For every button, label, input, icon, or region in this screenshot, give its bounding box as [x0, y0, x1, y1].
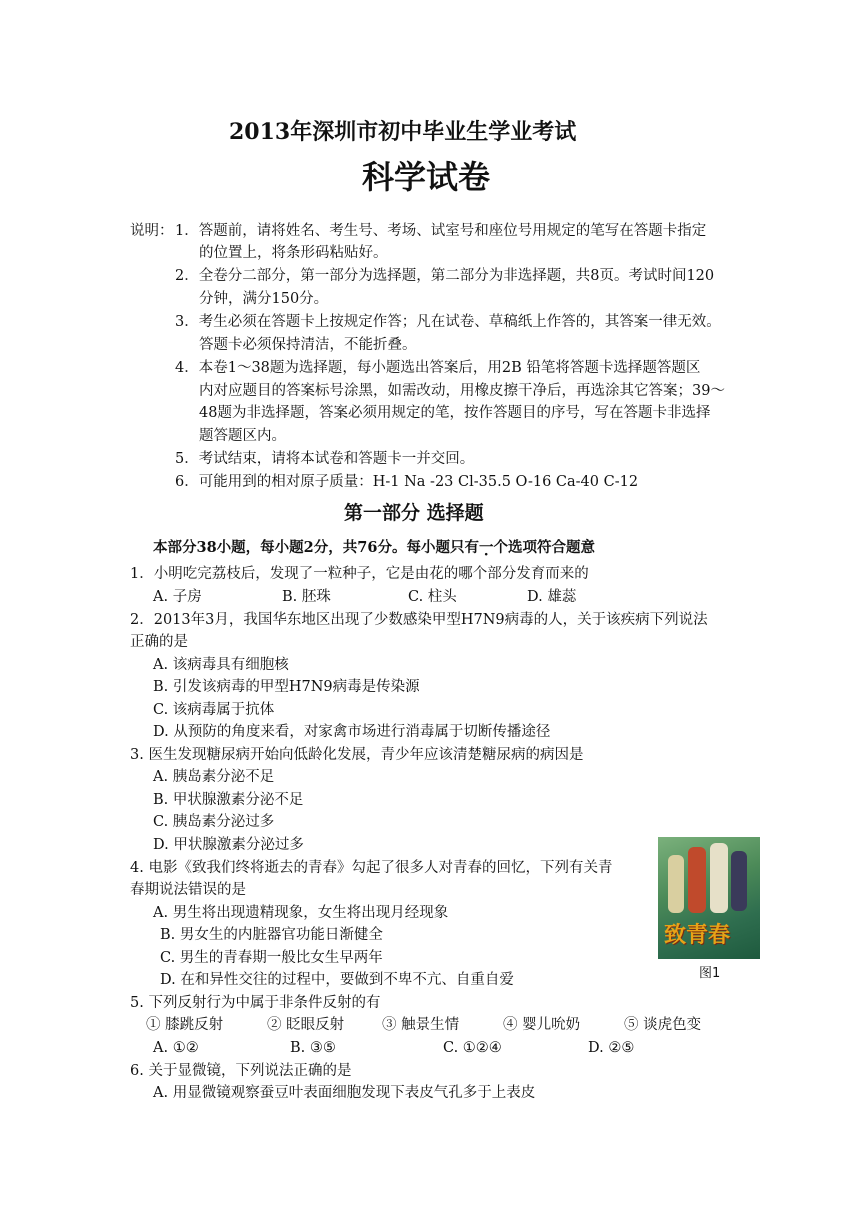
question-stem: 6. 关于显微镜，下列说法正确的是 [130, 1063, 352, 1079]
section-title: 第一部分 选择题 [344, 502, 484, 524]
poster-figure [731, 851, 747, 911]
option-a: A. ①② [153, 1040, 199, 1056]
option-c: C. 该病毒属于抗体 [153, 702, 275, 718]
poster-figure [710, 843, 728, 913]
instruction-line: 内对应题目的答案标号涂黑，如需改动，用橡皮擦干净后，再选涂其它答案；39～ [199, 383, 725, 399]
instructions-label: 说明： [130, 223, 174, 239]
movie-poster-image [658, 837, 760, 959]
option-b: B. 甲状腺激素分泌不足 [153, 792, 304, 808]
option-b: B. 胚珠 [282, 589, 331, 605]
question-stem: 正确的是 [130, 634, 188, 650]
reflex-item: ④ 婴儿吮奶 [503, 1017, 581, 1033]
instruction-line: 题答题区内。 [199, 428, 286, 444]
emphasis-dot-char: 一 [478, 539, 494, 556]
reflex-item: ② 眨眼反射 [267, 1017, 345, 1033]
option-c: C. 胰岛素分泌过多 [153, 814, 275, 830]
question-stem: 5. 下列反射行为中属于非条件反射的有 [130, 995, 381, 1011]
option-d: D. 甲状腺激素分泌过多 [153, 837, 304, 853]
question-stem: 4. 电影《致我们终将逝去的青春》勾起了很多人对青春的回忆，下列有关青 [130, 860, 613, 876]
section-note-text: 本部分38小题，每小题2分，共76分。每小题只有 [153, 539, 479, 556]
option-a: A. 用显微镜观察蚕豆叶表面细胞发现下表皮气孔多于上表皮 [153, 1085, 536, 1101]
option-a: A. 男生将出现遗精现象，女生将出现月经现象 [153, 905, 449, 921]
option-d: D. 雄蕊 [527, 589, 577, 605]
option-c: C. ①②④ [443, 1040, 502, 1056]
option-c: C. 柱头 [408, 589, 457, 605]
option-a: A. 该病毒具有细胞核 [153, 657, 289, 673]
exam-subject-title: 科学试卷 [362, 158, 491, 196]
question-stem: 2．2013年3月，我国华东地区出现了少数感染甲型H7N9病毒的人，关于该疾病下列说法 [130, 612, 708, 628]
option-c: C. 男生的青春期一般比女生早两年 [160, 950, 383, 966]
option-a: A. 子房 [153, 589, 202, 605]
option-b: B. ③⑤ [290, 1040, 336, 1056]
option-a: A. 胰岛素分泌不足 [153, 769, 275, 785]
instruction-line: 1．答题前，请将姓名、考生号、考场、试室号和座位号用规定的笔写在答题卡指定 [175, 223, 707, 239]
instruction-line: 3．考生必须在答题卡上按规定作答；凡在试卷、草稿纸上作答的，其答案一律无效。 [175, 314, 721, 330]
question-stem: 1．小明吃完荔枝后，发现了一粒种子，它是由花的哪个部分发育而来的 [130, 566, 589, 582]
instruction-line: 6．可能用到的相对原子质量：H-1 Na -23 Cl-35.5 O-16 Ca-40 C-12 [175, 474, 639, 490]
instruction-line: 2．全卷分二部分，第一部分为选择题，第二部分为非选择题，共8页。考试时间120 [175, 268, 715, 284]
option-d: D. 在和异性交往的过程中，要做到不卑不亢、自重自爱 [160, 972, 514, 988]
figure-caption: 图1 [699, 966, 721, 981]
reflex-item: ③ 触景生情 [382, 1017, 460, 1033]
poster-figure [688, 847, 706, 913]
question-stem: 3. 医生发现糖尿病开始向低龄化发展，青少年应该清楚糖尿病的病因是 [130, 747, 584, 763]
option-d: D. ②⑤ [588, 1040, 635, 1056]
instruction-line: 4．本卷1～38题为选择题，每小题选出答案后，用2B 铅笔将答题卡选择题答题区 [175, 360, 701, 376]
instruction-line: 的位置上，将条形码粘贴好。 [199, 245, 388, 261]
instruction-line: 5．考试结束，请将本试卷和答题卡一并交回。 [175, 451, 475, 467]
instruction-line: 答题卡必须保持清洁，不能折叠。 [199, 337, 417, 353]
section-note [153, 538, 595, 558]
question-stem: 春期说法错误的是 [130, 882, 246, 898]
reflex-item: ① 膝跳反射 [146, 1017, 224, 1033]
exam-title: 2013年深圳市初中毕业生学业考试 [229, 119, 577, 145]
option-b: B. 引发该病毒的甲型H7N9病毒是传染源 [153, 679, 420, 695]
section-note-text: 个选项符合题意 [493, 539, 595, 556]
poster-figure [668, 855, 684, 913]
reflex-item: ⑤ 谈虎色变 [624, 1017, 702, 1033]
option-b: B. 男女生的内脏器官功能日渐健全 [160, 927, 383, 943]
instruction-line: 48题为非选择题，答案必须用规定的笔，按作答题目的序号，写在答题卡非选择 [199, 405, 711, 421]
instruction-line: 分钟，满分150分。 [199, 291, 329, 307]
option-d: D. 从预防的角度来看，对家禽市场进行消毒属于切断传播途径 [153, 724, 551, 740]
poster-title: 致青春 [664, 923, 731, 948]
